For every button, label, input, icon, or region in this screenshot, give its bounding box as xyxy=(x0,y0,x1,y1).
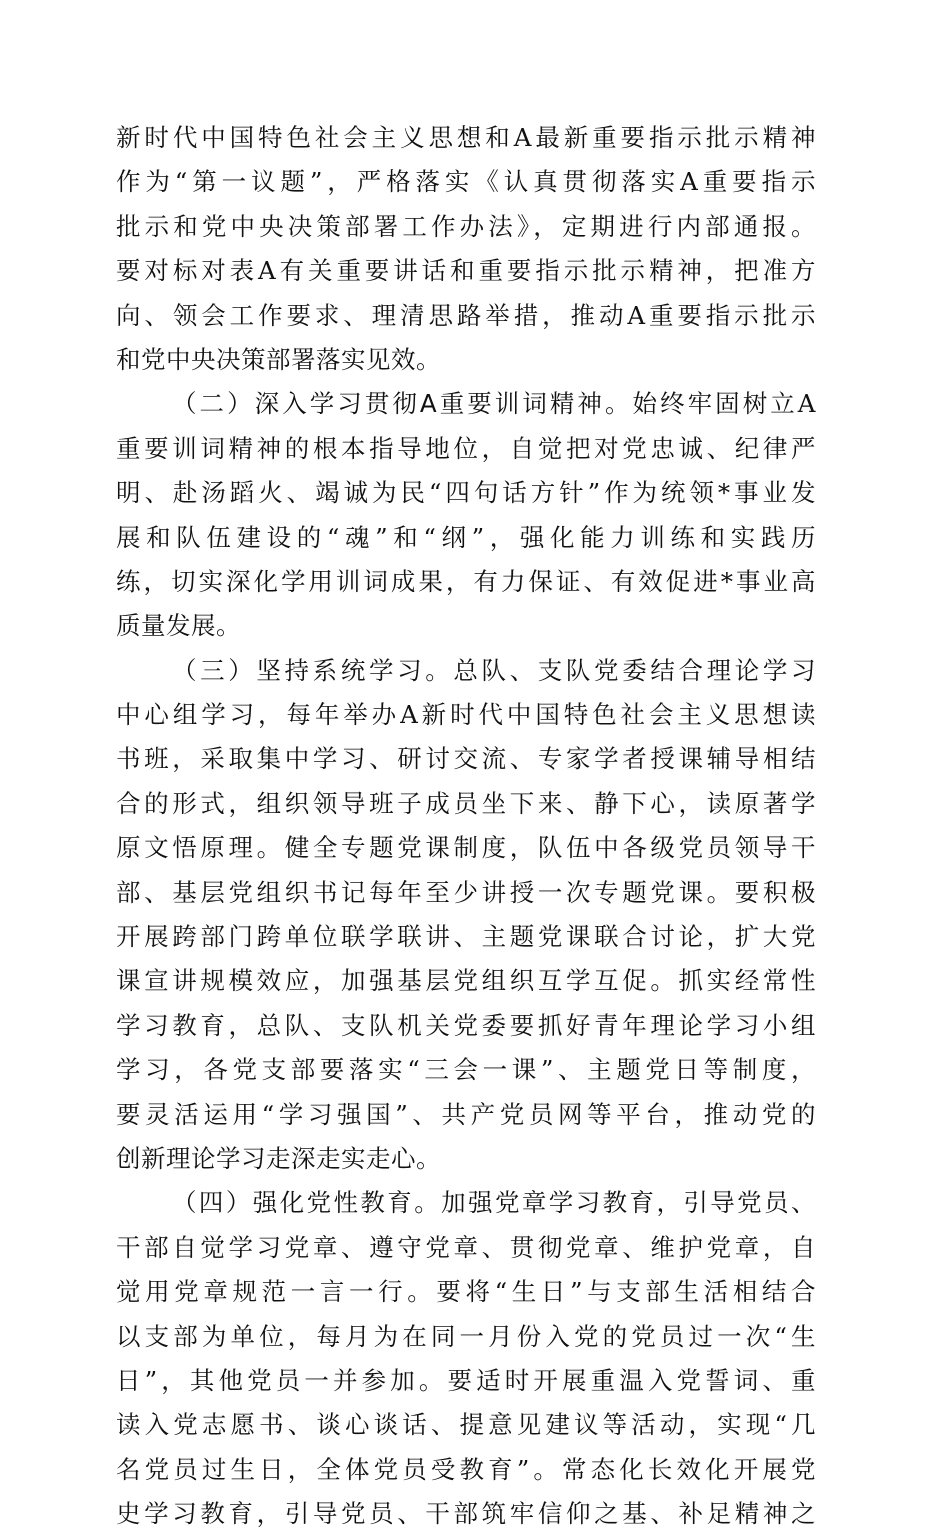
text-line: 名党员过生日，全体党员受教育”。常态化长效化开展党 xyxy=(116,1454,816,1484)
section-heading-2: （二）深入学习贯彻A重要训词精神。 xyxy=(172,389,633,419)
section-heading-4: （四）强化党性教育。 xyxy=(172,1188,442,1218)
text-line: 重要训词精神的根本指导地位，自觉把对党忠诚、纪律严 xyxy=(116,433,816,463)
text-line: 质量发展。 xyxy=(116,611,241,641)
text-line: 合的形式，组织领导班子成员坐下来、静下心，读原著学 xyxy=(116,788,816,818)
text-line: 批示和党中央决策部署工作办法》，定期进行内部通报。 xyxy=(116,211,816,241)
text-line: 新时代中国特色社会主义思想和A最新重要指示批示精神 xyxy=(116,123,816,152)
text-line: 日”，其他党员一并参加。要适时开展重温入党誓词、重 xyxy=(116,1365,816,1395)
text-line: 觉用党章规范一言一行。要将“生日”与支部生活相结合 xyxy=(116,1277,816,1307)
text-line: 课宣讲规模效应，加强基层党组织互学互促。抓实经常性 xyxy=(116,966,816,996)
text-run: 总队、支队党委结合理论学习 xyxy=(453,655,817,685)
text-run: 加强党章学习教育，引导党员、 xyxy=(441,1188,817,1218)
paragraph-first-line xyxy=(116,649,816,693)
text-line: 学习教育，总队、支队机关党委要抓好青年理论学习小组 xyxy=(116,1010,816,1040)
text-line: 练，切实深化学用训词成果，有力保证、有效促进*事业高 xyxy=(116,566,816,596)
paragraph-section-2 xyxy=(116,382,816,648)
text-run: 始终牢固树立A xyxy=(632,389,816,419)
text-line: 和党中央决策部署落实见效。 xyxy=(116,344,441,374)
paragraph-section-4 xyxy=(116,1181,816,1536)
text-line: 史学习教育，引导党员、干部筑牢信仰之基、补足精神之 xyxy=(116,1499,816,1529)
document-body xyxy=(116,116,816,1537)
text-line: 以支部为单位，每月为在同一月份入党的党员过一次“生 xyxy=(116,1321,816,1351)
text-line: 要灵活运用“学习强国”、共产党员网等平台，推动党的 xyxy=(116,1099,816,1129)
text-line: 书班，采取集中学习、研讨交流、专家学者授课辅导相结 xyxy=(116,744,816,774)
text-line: 学习，各党支部要落实“三会一课”、主题党日等制度， xyxy=(116,1055,816,1085)
text-line: 创新理论学习走深走实走心。 xyxy=(116,1143,441,1173)
paragraph-first-line xyxy=(116,1181,816,1225)
text-line: 开展跨部门跨单位联学联讲、主题党课联合讨论，扩大党 xyxy=(116,922,816,952)
paragraph-first-line xyxy=(116,382,816,426)
text-line: 向、领会工作要求、理清思路举措，推动A重要指示批示 xyxy=(116,300,816,330)
text-line: 读入党志愿书、谈心谈话、提意见建议等活动，实现“几 xyxy=(116,1410,816,1440)
text-line: 作为“第一议题”，严格落实《认真贯彻落实A重要指示 xyxy=(116,167,816,197)
text-line: 明、赴汤蹈火、竭诚为民“四句话方针”作为统领*事业发 xyxy=(116,478,816,508)
text-line: 要对标对表A有关重要讲话和重要指示批示精神，把准方 xyxy=(116,256,816,286)
paragraph-continuation xyxy=(116,116,816,382)
section-heading-3: （三）坚持系统学习。 xyxy=(172,655,454,685)
text-line: 中心组学习，每年举办A新时代中国特色社会主义思想读 xyxy=(116,700,816,730)
text-line: 原文悟原理。健全专题党课制度，队伍中各级党员领导干 xyxy=(116,833,816,863)
paragraph-section-3 xyxy=(116,649,816,1182)
text-line: 部、基层党组织书记每年至少讲授一次专题党课。要积极 xyxy=(116,877,816,907)
text-line: 干部自觉学习党章、遵守党章、贯彻党章、维护党章，自 xyxy=(116,1232,816,1262)
text-line: 展和队伍建设的“魂”和“纲”，强化能力训练和实践历 xyxy=(116,522,816,552)
